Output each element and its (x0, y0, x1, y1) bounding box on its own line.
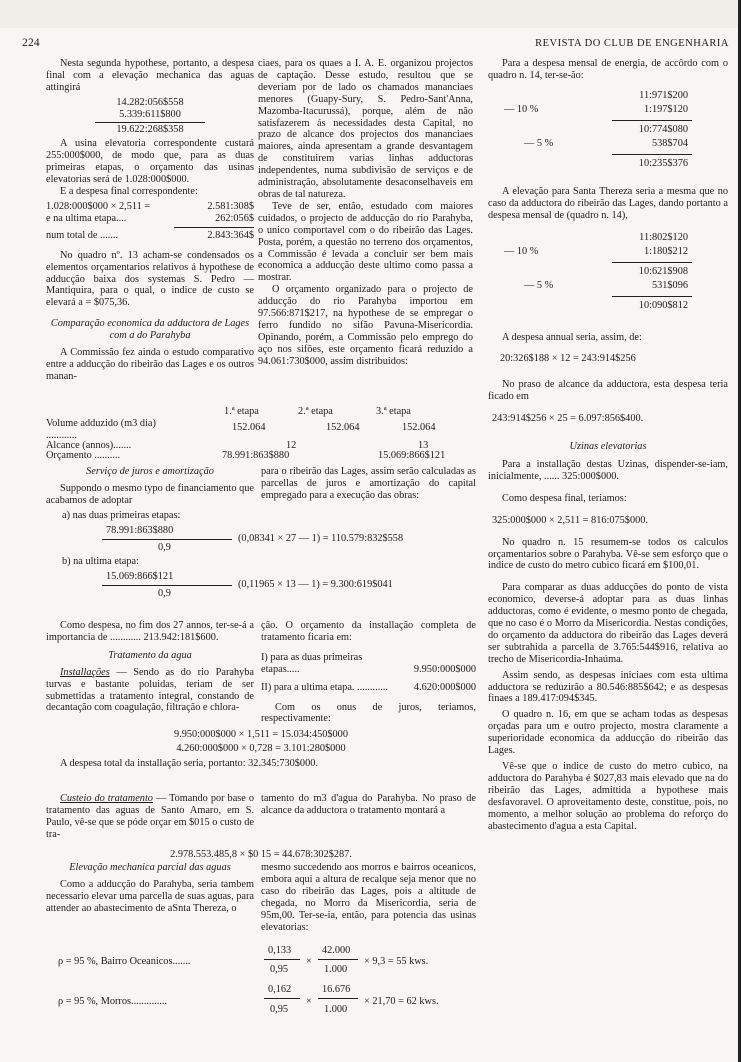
paragraph: A usina elevatoria correspondente custará 255:000$000, de modo que, para as duas primeiras etapas, o orçamento das usinas elevatorias será de 1.028:000$000. (46, 138, 254, 186)
table-row (46, 418, 476, 440)
column-1 (46, 58, 254, 383)
table-row-label: Alcance (annos)....... (46, 440, 132, 451)
item-label: I) para as duas primeiras etapas..... (261, 651, 363, 675)
calc-line: 325:000$000 × 2,511 = 816:075$000. (492, 514, 648, 526)
fraction-bar (318, 998, 358, 999)
calc-value: 10:090$812 (638, 299, 688, 311)
paragraph: Para a despesa mensal de energia, de accôrdo com o quadro n. 14, ter-se-ão: (488, 58, 728, 81)
formula-label: ρ = 95 %, Morros.............. (58, 996, 168, 1007)
table-cell: 12 (286, 440, 297, 451)
table-row-label: Volume adduzido (m3 dia) ............ (46, 418, 156, 441)
inline-label: Installações (60, 666, 110, 678)
calc-line: 2.978.553.485,8 × $0 15 = 44.678:302$287. (170, 848, 352, 860)
calc-value: 10:774$080 (638, 123, 688, 135)
paragraph: Nesta segunda hypothese, portanto, a despesa final com a elevação mechanica das aguas attingirá (46, 58, 254, 93)
total-row (46, 230, 254, 242)
table-row (46, 440, 476, 450)
item-label: a) nas duas primeiras etapas: (62, 509, 181, 521)
formula (46, 568, 476, 602)
sum-b: 5.339:611$800 (119, 108, 181, 120)
paragraph: A elevação para Santa Thereza seria a mesma que no caso da adductora do ribeirão das Lages, dando portanto a despesa mensal de (quadro n. 14), (488, 185, 728, 221)
paragraph: Vê-se que o indice de custo do metro cubico, na adductora do Parahyba é $027,83 mais elevado que na do ribeirão das Lages, admittida a hypothese mais desfavoravel. O aproveitamento deste, constitue, pois, no momento, a melhor solução ao problema do reforço do abastecimento d'agua a esta Capital. (488, 761, 728, 832)
paragraph: — Tomando por base o tratamento das aguas de Santo Amaro, em S. Paulo, vê-se que se póde orçar em $015 o custo de tra- (46, 793, 254, 840)
cost-section (46, 793, 476, 861)
calc-value: 531$096 (651, 279, 688, 291)
paragraph: Assim sendo, as despesas iniciaes com esta ultima adductora se reduzirão a 80.546:885$642; e as despesas finaes a 189.417:094$345. (488, 669, 728, 705)
formula (46, 522, 476, 556)
paragraph: Para a installação destas Uzinas, dispender-se-iam, inicialmente, ...... 325:000$000. (488, 458, 728, 482)
paragraph: para o ribeirão das Lages, assim serão calculadas as parcellas de juros e amortização do capital empregado para a execução das obras: (261, 466, 476, 501)
paragraph: No quadro n. 15 resumem-se todos os calculos orçamentarios sobre o Parahyba. Vê-se sem esforço que o indice de custo do metro cubico ficará em $100,01. (488, 536, 728, 572)
paragraph: Suppondo o mesmo typo de financiamento que acabamos de adoptar (46, 482, 254, 506)
sum-total: 19.622:268$358 (116, 123, 184, 135)
total-label: num total de ....... (46, 229, 119, 241)
calc-label: — 10 % (504, 103, 539, 115)
calc-line: 9.950:000$000 × 1,511 = 15.034:450$000 (174, 729, 348, 741)
power-formula (58, 944, 478, 980)
paragraph: Teve de ser, então, estudado com maiores cuidados, o projecto de adducção do rio Parahyba, o unico comportavel com o do ribeirão das Lages. Posta, porém, a questão no terreno dos orçamentos, a Commissão é levada a concluir ser bem mais economica a adducção deste ultimo como passa a mostrar. (258, 200, 473, 284)
calc-value: 538$704 (651, 137, 688, 149)
power-formula (58, 982, 478, 1022)
paragraph: O quadro n. 16, em que se acham todas as despesas orçadas para um e outro projecto, mostra claramente a superioridade economica da adducção do ribeirão das Lages. (488, 709, 728, 757)
calc-label: — 10 % (504, 245, 539, 257)
calc-right: 2.581:308$ (207, 200, 254, 212)
fraction-bar (264, 959, 300, 960)
fraction-numerator: 78.991:863$880 (106, 524, 174, 536)
calc-line: 243:914$256 × 25 = 6.097:856$400. (492, 413, 644, 425)
formula-expression: (0,08341 × 27 — 1) = 110.579:832$558 (238, 532, 404, 544)
fraction-denominator: 0,95 (270, 964, 289, 975)
item-label: II) para a ultima etapa. ............ (261, 681, 388, 693)
calc-rule (612, 262, 692, 263)
calc-value: 10:621$908 (638, 265, 688, 277)
fraction-numerator: 15.069:866$121 (106, 570, 174, 582)
sum-a: 14.282:056$558 (116, 96, 184, 108)
calc-line: 4.260:000$000 × 0,728 = 3.101:280$000 (176, 743, 346, 755)
calc-rule (612, 154, 692, 155)
table-header-cell: 1.ª etapa (224, 406, 259, 417)
paragraph: A despesa total da installação seria, portanto: 32.345:730$000. (60, 758, 318, 770)
paragraph: A Commissão fez ainda o estudo comparativo entre a adducção do ribeirão das Lages e os outros manan- (46, 347, 254, 382)
energy-calc (488, 90, 728, 178)
journal-title: REVISTA DO CLUB DE ENGENHARIA (535, 38, 729, 49)
fraction-numerator: 42.000 (322, 945, 351, 956)
sum-rule (95, 122, 205, 123)
formula-expression: (0,11965 × 13 — 1) = 9.300:619$041 (238, 578, 393, 590)
column-3 (488, 58, 728, 832)
paragraph: Como a adducção do Parahyba, seria tambem necessario elevar uma parcella de suas aguas, para attender ao abastecimento de aSnta Thereza, o (46, 878, 254, 914)
calc-right: 262:056$ (215, 212, 254, 224)
energy-calc (488, 232, 728, 320)
fraction-bar (264, 998, 300, 999)
fraction-numerator: 0,133 (268, 945, 292, 956)
calc-left: 1.028:000$000 × 2,511 = (46, 200, 151, 212)
item-value: 9.950:000$000 (413, 663, 476, 675)
budget-table (46, 406, 476, 464)
fraction-bar (318, 959, 358, 960)
calc-value: 11:802$120 (639, 231, 688, 243)
times-sign: × (306, 996, 312, 1007)
fraction-bar (102, 585, 232, 586)
fraction-denominator: 1.000 (324, 964, 348, 975)
calc-row (46, 201, 254, 213)
calc-value: 10:235$376 (638, 157, 688, 169)
section-heading: Tratamento da agua (108, 649, 192, 661)
fraction-denominator: 1.000 (324, 1004, 348, 1015)
paragraph: Como despesa final, teriamos: (502, 492, 627, 504)
inline-label: Custeio do tratamento (60, 793, 153, 804)
fraction-numerator: 0,162 (268, 984, 292, 995)
calc-row (46, 213, 254, 225)
table-cell: 13 (418, 440, 429, 451)
elevation-section (46, 862, 476, 933)
table-cell: 78.991:863$880 (222, 450, 290, 461)
table-cell: 152.064 (232, 422, 266, 433)
calc-rule (612, 296, 692, 297)
item-value: 4.620:000$000 (413, 681, 476, 693)
table-header-cell: 2.ª etapa (298, 406, 333, 417)
item-row (261, 652, 476, 676)
calc-value: 1:180$212 (643, 245, 688, 257)
calc-left: e na ultima etapa.... (46, 212, 127, 224)
paragraph: — Sendo as do rio Parahyba turvas e bastante poluidas, teriam de ser submettidas a tratamento integral, constando de decantação com coagulação, filtração e chlora- (46, 666, 254, 714)
paragraph: tamento do m3 d'agua do Parahyba. No praso de alcance da adductora o tratamento montará a (261, 793, 476, 816)
paragraph: O orçamento organizado para o projecto de adducção do rio Parahyba importou em 97.566:871$217, na hypothese de se empregar o ferro fundido no sifão Pavuna-Misericordia. Opinando, porém, a Commissão pelo emprego do aço nos sifões, este orçamento ficará reduzido a 94.061:730$000, assim distribuidos: (258, 284, 473, 367)
paragraph: Para comparar as duas adducções do ponto de vista economico, deverse-á adoptar para as duas linhas adductoras, como é evidente, o mesmo ponto de chegada, que no caso é o Morro da Misericordia. Nestas condições, do orçamento da adductora do ribeirão das Lages deverá ser subtrahida a parcella de 3.765:544$916, relativa ao trecho de Misericordia-Inhaúma. (488, 582, 728, 665)
table-header (46, 406, 476, 418)
section-heading: Serviço de juros e amortização (86, 466, 214, 477)
table-cell: 152.064 (326, 422, 360, 433)
calc-label: — 5 % (524, 279, 554, 291)
paragraph: E a despesa final correspondente: (60, 186, 198, 198)
table-row-label: Orçamento .......... (46, 450, 121, 461)
section-heading: Comparação economica da adductora de Lages com a do Parahyba (50, 318, 250, 342)
page-number: 224 (22, 37, 40, 49)
paragraph: ção. O orçamento da installação completa de tratamento ficaria em: (261, 620, 476, 643)
paragraph: No praso de alcance da adductora, esta despesa teria ficado em (488, 379, 728, 403)
item-label: b) na ultima etapa: (62, 555, 139, 567)
formula-result: × 9,3 = 55 kws. (364, 956, 429, 967)
column-2 (258, 58, 473, 368)
table-header-cell: 3.ª etapa (376, 406, 411, 417)
calc-rule (174, 227, 254, 228)
section-heading: Elevação mechanica parcial das aguas (69, 862, 231, 873)
fraction-numerator: 16.676 (322, 984, 351, 995)
table-cell: 15.069:866$121 (378, 450, 446, 461)
calc-value: 11:971$200 (639, 89, 688, 101)
paragraph: mesmo succedendo aos morros e bairros oceanicos, embora aqui a altura de recalque seja menor que no caso do ribeirão das Lages, pois a altitude de chegada, no Morro da Misericordia, seria de 95m,00. Ter-se-ia, então, para potencia das usinas elevatorias: (261, 862, 476, 933)
times-sign: × (306, 956, 312, 967)
fraction-bar (102, 539, 232, 540)
paragraph: No quadro nº. 13 acham-se condensados os elementos orçamentarios relativos á hypothese de adducção baixa dos systemas S. Pedro — Mantiquira, para o qual, o indice de custo se elevará a = $075,36. (46, 249, 254, 309)
calc-label: — 5 % (524, 137, 554, 149)
paragraph: A despesa annual seria, assim, de: (502, 331, 642, 343)
scan-edge (0, 0, 741, 28)
formula-result: × 21,70 = 62 kws. (364, 996, 439, 1007)
table-row (46, 450, 476, 464)
calc-rule (612, 120, 692, 121)
paragraph: Como despesa, no fim dos 27 annos, ter-se-á a importancia de ............ 213.942:181$600. (46, 620, 254, 643)
calc-value: 1:197$120 (643, 103, 688, 115)
treatment-section (46, 620, 476, 770)
paragraph: Com os onus de juros, teriamos, respectivamente: (261, 701, 476, 725)
section-heading: Uzinas elevatorias (569, 441, 647, 453)
table-cell: 152.064 (402, 422, 436, 433)
formula-label: ρ = 95 %, Bairro Oceanicos....... (58, 956, 191, 967)
interest-section (46, 466, 476, 602)
total-value: 2.843:364$ (207, 229, 254, 241)
item-row (261, 682, 476, 694)
fraction-denominator: 0,95 (270, 1004, 289, 1015)
calc-line: 20:326$188 × 12 = 243:914$256 (500, 353, 636, 365)
fraction-denominator: 0,9 (158, 541, 171, 553)
fraction-denominator: 0,9 (158, 587, 171, 599)
paragraph: ciaes, para os quaes a I. A. E. organizou projectos de captação. Desse estudo, resultou que se deveriam por de lado os chamados mananciaes menores (Guapy-Sury, S. Pedro-Sant'Anna, Mazomba-Itacurussá), porque, além de não satisfazerem ás necessidades desta Capital, no prazo de alcance dos projectos dos mananciaes maiores, ainda apresentam a grande desvantagem de constituirem varias linhas adductoras independentes, numa subdivisão de serviços e de administração, absolutamente desaconselhaveis em obras de tal natureza. (258, 58, 473, 200)
